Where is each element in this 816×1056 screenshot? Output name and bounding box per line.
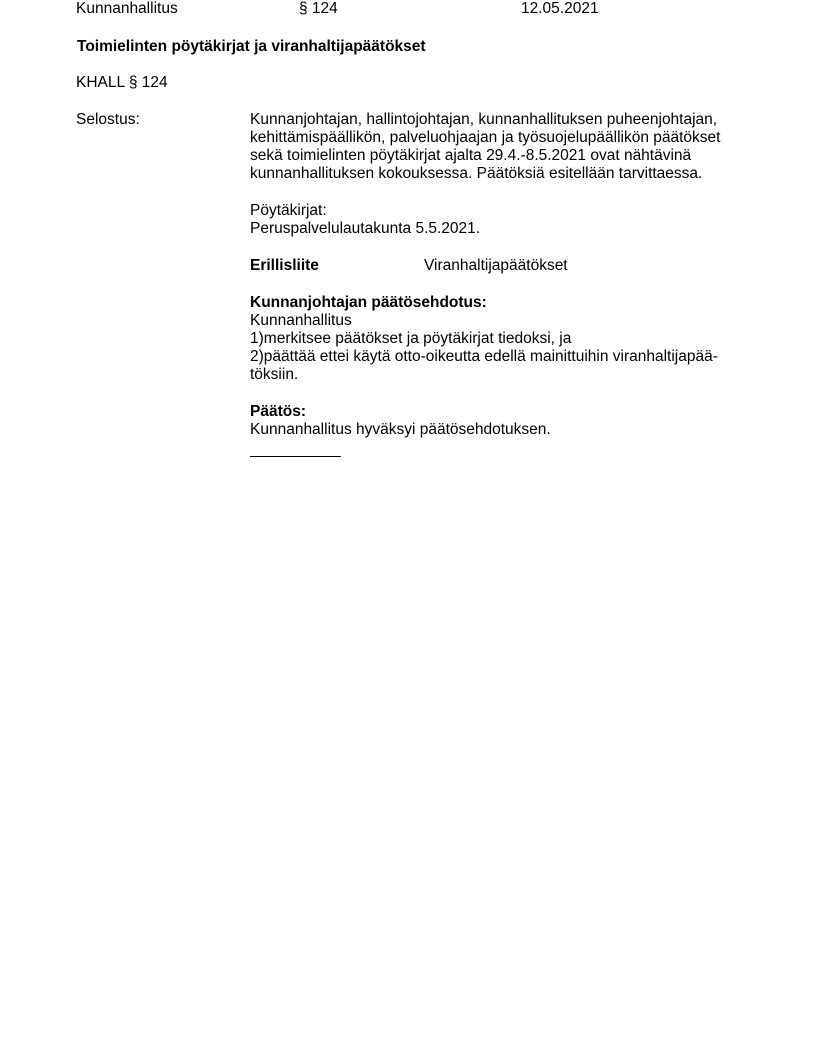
minutes-item: Peruspalvelulautakunta 5.5.2021. — [250, 220, 481, 237]
proposal-line: 1)merkitsee päätökset ja pöytäkirjat tiedoksi, ja — [250, 330, 572, 347]
selostus-label: Selostus: — [76, 111, 140, 128]
header-date: 12.05.2021 — [521, 0, 599, 17]
section-reference: KHALL § 124 — [76, 74, 168, 91]
proposal-line: töksiin. — [250, 366, 299, 383]
decision-block — [250, 403, 750, 439]
header-section-number: § 124 — [299, 0, 338, 17]
decision-heading: Päätös: — [250, 403, 306, 420]
proposal-heading: Kunnanjohtajan päätösehdotus: — [250, 294, 487, 311]
attachment-row — [250, 257, 750, 275]
minutes-block — [250, 202, 750, 238]
body-column — [250, 111, 750, 457]
selostus-paragraph — [250, 111, 750, 183]
attachment-label: Erillisliite — [250, 257, 319, 274]
header-organ: Kunnanhallitus — [76, 0, 178, 17]
proposal-block — [250, 294, 750, 384]
paragraph-line: kehittämispäällikön, palveluohjaajan ja työsuojelupäällikön päätökset — [250, 129, 721, 146]
proposal-line: 2)päättää ettei käytä otto-oikeutta edellä mainittuihin viranhaltijapää- — [250, 348, 718, 365]
document-title: Toimielinten pöytäkirjat ja viranhaltijapäätökset — [77, 38, 426, 55]
paragraph-line: sekä toimielinten pöytäkirjat ajalta 29.4.-8.5.2021 ovat nähtävinä — [250, 147, 692, 164]
paragraph-line: kunnanhallituksen kokouksessa. Päätöksiä esitellään tarvittaessa. — [250, 165, 703, 182]
end-separator-line — [250, 456, 341, 457]
attachment-value: Viranhaltijapäätökset — [424, 257, 568, 274]
proposal-line: Kunnanhallitus — [250, 312, 352, 329]
paragraph-line: Kunnanjohtajan, hallintojohtajan, kunnanhallituksen puheenjohtajan, — [250, 111, 718, 128]
decision-text: Kunnanhallitus hyväksyi päätösehdotuksen. — [250, 421, 551, 438]
minutes-heading: Pöytäkirjat: — [250, 202, 327, 219]
